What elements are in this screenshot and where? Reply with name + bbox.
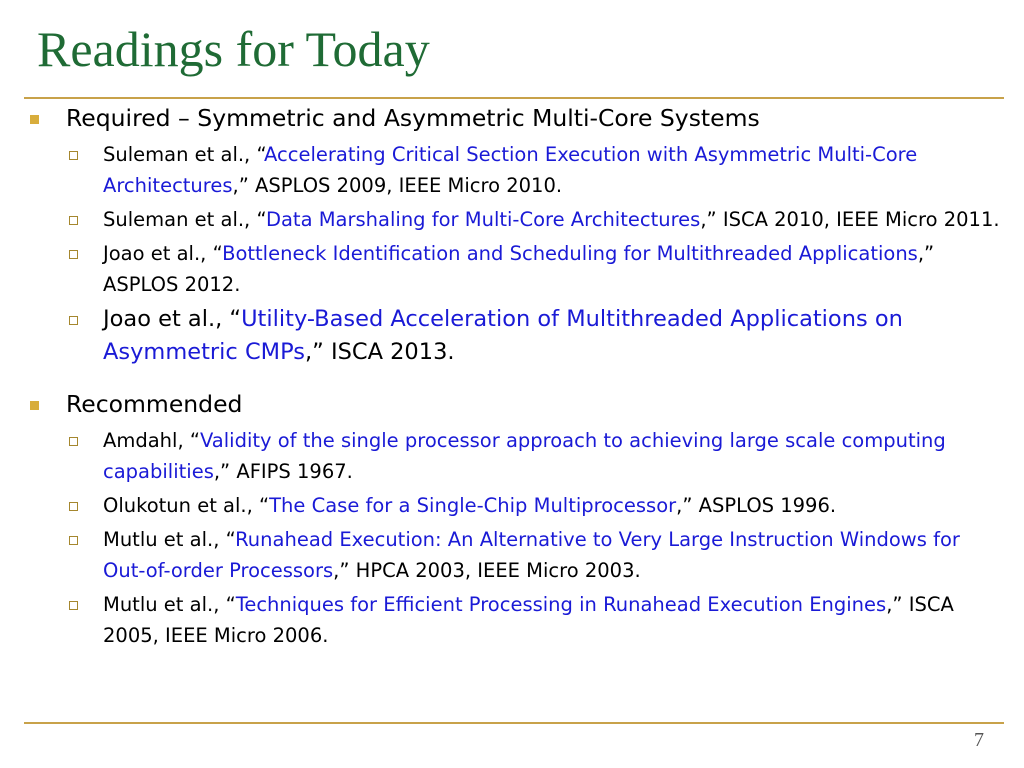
reference-item bbox=[24, 490, 1000, 521]
section-heading bbox=[24, 100, 1000, 136]
reference-venue: ,” ISCA 2013. bbox=[304, 339, 455, 365]
reference-author: Suleman et al., “ bbox=[103, 208, 266, 231]
reference-title-link[interactable]: Validity of the single processor approach to achieving large scale computing capabilities bbox=[103, 429, 946, 483]
reference-author: Joao et al., “ bbox=[103, 306, 242, 332]
reference-venue: ,” ASPLOS 2009, IEEE Micro 2010. bbox=[232, 174, 563, 197]
reference-venue: ,” ASPLOS 1996. bbox=[676, 494, 837, 517]
reference-title-link[interactable]: The Case for a Single-Chip Multiprocessor bbox=[269, 494, 677, 517]
reference-title-link[interactable]: Accelerating Critical Section Execution with Asymmetric Multi-Core Architectures bbox=[103, 143, 918, 197]
section-heading-text: Required – Symmetric and Asymmetric Multi-Core Systems bbox=[66, 104, 760, 132]
reference-title-link[interactable]: Techniques for Efficient Processing in Runahead Execution Engines bbox=[235, 593, 887, 616]
hollow-square-bullet-icon bbox=[69, 250, 78, 259]
section-recommended bbox=[24, 386, 1000, 651]
reference-item bbox=[24, 303, 1000, 369]
reference-item bbox=[24, 238, 1000, 300]
reference-venue: ,” AFIPS 1967. bbox=[213, 460, 353, 483]
reference-venue: ,” ISCA 2005, IEEE Micro 2006. bbox=[103, 593, 954, 647]
hollow-square-bullet-icon bbox=[69, 316, 78, 325]
square-bullet-icon bbox=[30, 115, 39, 124]
reference-item bbox=[24, 589, 1000, 651]
reference-item bbox=[24, 425, 1000, 487]
hollow-square-bullet-icon bbox=[69, 601, 78, 610]
title-divider bbox=[24, 97, 1004, 99]
reference-title-link[interactable]: Runahead Execution: An Alternative to Very Large Instruction Windows for Out-of-order Processors bbox=[103, 528, 960, 582]
hollow-square-bullet-icon bbox=[69, 536, 78, 545]
section-required bbox=[24, 100, 1000, 369]
reference-venue: ,” ISCA 2010, IEEE Micro 2011. bbox=[700, 208, 1000, 231]
reference-author: Amdahl, “ bbox=[103, 429, 200, 452]
reference-title-link[interactable]: Data Marshaling for Multi-Core Architectures bbox=[265, 208, 701, 231]
square-bullet-icon bbox=[30, 401, 39, 410]
section-heading bbox=[24, 386, 1000, 422]
slide-title: Readings for Today bbox=[37, 21, 430, 77]
reference-item bbox=[24, 524, 1000, 586]
footer-divider bbox=[24, 722, 1004, 724]
reference-item bbox=[24, 139, 1000, 201]
hollow-square-bullet-icon bbox=[69, 151, 78, 160]
reference-venue: ,” ASPLOS 2012. bbox=[103, 242, 935, 296]
reference-title-link[interactable]: Bottleneck Identification and Scheduling for Multithreaded Applications bbox=[222, 242, 918, 265]
hollow-square-bullet-icon bbox=[69, 502, 78, 511]
slide-content bbox=[24, 100, 1000, 651]
hollow-square-bullet-icon bbox=[69, 437, 78, 446]
reference-author: Mutlu et al., “ bbox=[103, 593, 236, 616]
reference-author: Olukotun et al., “ bbox=[103, 494, 270, 517]
section-heading-text: Recommended bbox=[66, 390, 243, 418]
reference-author: Mutlu et al., “ bbox=[103, 528, 236, 551]
page-number: 7 bbox=[974, 729, 984, 751]
reference-venue: ,” HPCA 2003, IEEE Micro 2003. bbox=[333, 559, 641, 582]
reference-author: Suleman et al., “ bbox=[103, 143, 265, 166]
reference-author: Joao et al., “ bbox=[103, 242, 223, 265]
reference-title-link[interactable]: Utility-Based Acceleration of Multithreaded Applications on Asymmetric CMPs bbox=[103, 306, 903, 365]
hollow-square-bullet-icon bbox=[69, 216, 78, 225]
reference-item bbox=[24, 204, 1000, 235]
